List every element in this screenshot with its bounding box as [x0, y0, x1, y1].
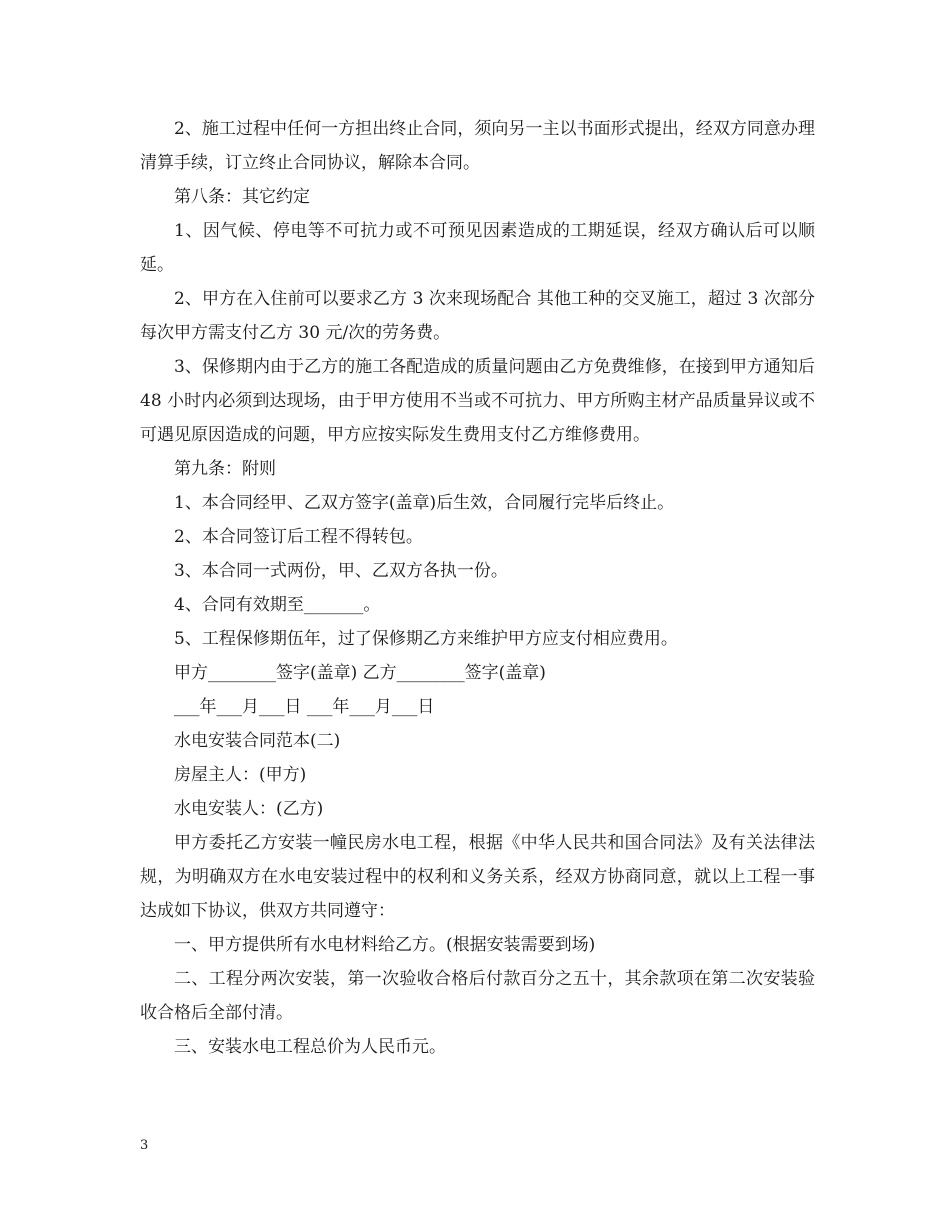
party-a-line: 房屋主人：(甲方)	[174, 765, 307, 785]
heading-contract-template-2: 水电安装合同范本(二)	[174, 731, 341, 751]
paragraph-termination-clause: 2、施工过程中任何一方担出终止合同，须向另一主以书面形式提出，经双方同意办理清算手续，订立终止合同协议，解除本合同。	[140, 119, 815, 173]
party-b-line: 水电安装人：(乙方)	[174, 799, 324, 819]
document-body	[140, 112, 815, 1064]
paragraph-copies: 3、本合同一式两份，甲、乙双方各执一份。	[174, 561, 508, 581]
clause-2-payment: 二、工程分两次安装，第一次验收合格后付款百分之五十，其余款项在第二次安装验收合格后全部付清。	[140, 969, 815, 1023]
date-line: ___年___月___日 ___年___月___日	[174, 697, 435, 717]
heading-article-9: 第九条：附则	[174, 459, 276, 479]
paragraph-preamble: 甲方委托乙方安装一幢民房水电工程，根据《中华人民共和国合同法》及有关法律法规，为明确双方在水电安装过程中的权利和义务关系，经双方协商同意，就以上工程一事达成如下协议，供双方共同遵守：	[140, 833, 815, 921]
paragraph-validity: 4、合同有效期至_______。	[174, 595, 381, 615]
paragraph-no-subcontract: 2、本合同签订后工程不得转包。	[174, 527, 423, 547]
heading-article-8: 第八条：其它约定	[174, 187, 310, 207]
paragraph-warranty-period: 5、工程保修期伍年，过了保修期乙方来维护甲方应支付相应费用。	[174, 629, 678, 649]
clause-1-materials: 一、甲方提供所有水电材料给乙方。(根据安装需要到场)	[174, 935, 596, 955]
page-number: 3	[140, 1138, 149, 1153]
paragraph-force-majeure: 1、因气候、停电等不可抗力或不可预见因素造成的工期延误，经双方确认后可以顺延。	[140, 221, 815, 275]
clause-3-total-price: 三、安装水电工程总价为人民币元。	[174, 1037, 446, 1057]
paragraph-cross-construction: 2、甲方在入住前可以要求乙方 3 次来现场配合 其他工种的交叉施工，超过 3 次部分每次甲方需支付乙方 30 元/次的劳务费。	[140, 289, 815, 343]
paragraph-effective: 1、本合同经甲、乙双方签字(盖章)后生效，合同履行完毕后终止。	[174, 493, 675, 513]
paragraph-warranty-repair: 3、保修期内由于乙方的施工各配造成的质量问题由乙方免费维修，在接到甲方通知后 48 小时内必须到达现场，由于甲方使用不当或不可抗力、甲方所购主材产品质量异议或不可遇见原因造成的问题，甲方应按实际发生费用支付乙方维修费用。	[140, 357, 815, 445]
signature-line: 甲方________签字(盖章) 乙方________签字(盖章)	[174, 663, 546, 683]
